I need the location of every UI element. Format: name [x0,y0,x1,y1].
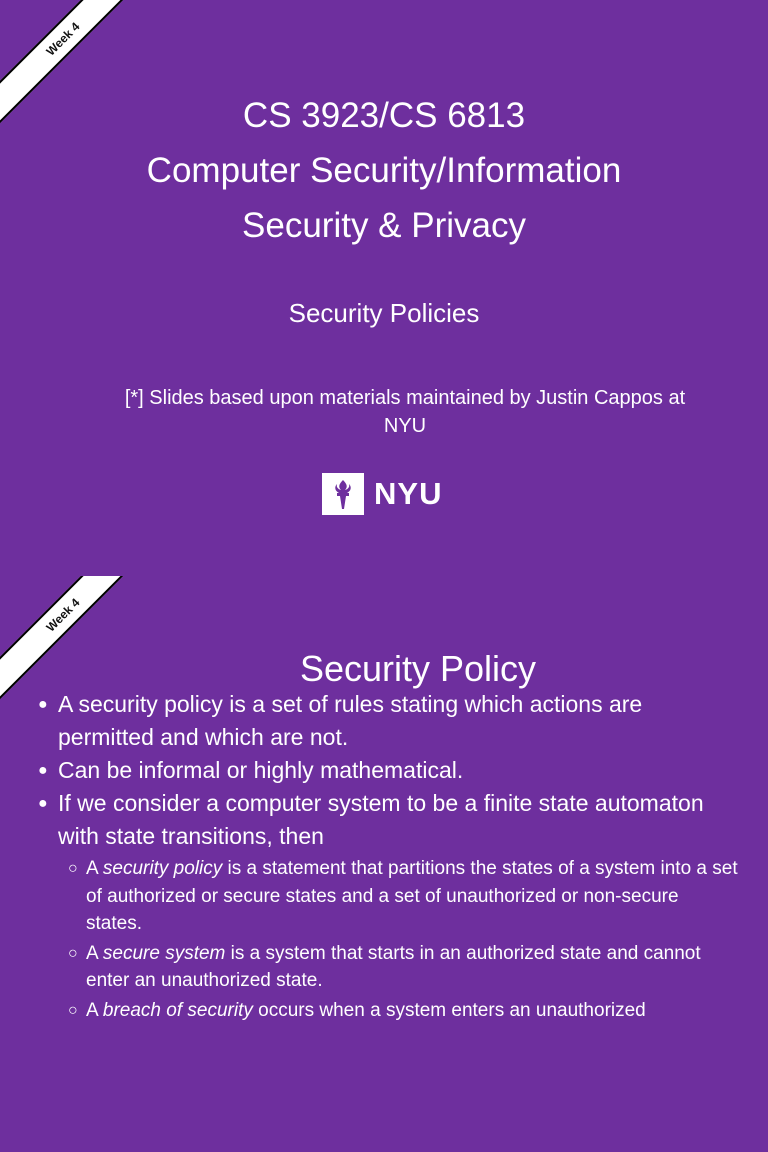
logo-text: NYU [374,476,443,511]
sub-bullet-item: ○ A breach of security occurs when a system enters an unauthorized [38,997,738,1025]
week-ribbon: Week 4 [0,0,162,138]
bullet-item: ● Can be informal or highly mathematical. [38,754,738,787]
slide-title: Security Policy [299,648,537,689]
bullet-circle-icon: ○ [68,860,78,877]
nyu-logo [322,473,442,515]
sub-bullet-item: ○ A secure system is a system that starts in an authorized state and cannot enter an unauthorized state. [38,940,738,995]
bullet-list [38,688,738,1024]
bullet-dot-icon: ● [38,696,48,713]
bullet-dot-icon: ● [38,795,48,812]
course-title-line1: Computer Security/Information [146,151,622,190]
term: secure system [102,942,226,964]
bullet-item: ● A security policy is a set of rules stating which actions are permitted and which are not. [38,688,738,754]
attribution-note: [*] Slides based upon materials maintained by Justin Cappos at NYU [124,387,686,437]
week-ribbon: Week 4 [0,576,162,714]
sub-bullet-item: ○ A security policy is a statement that partitions the states of a system into a set of authorized or secure states and a set of unauthorized or non-secure states. [38,855,738,938]
bullet-circle-icon: ○ [68,1001,78,1019]
bullet-item: ● If we consider a computer system to be a finite state automaton with state transitions, then [38,787,738,853]
slide-2 [0,576,768,1152]
course-title-line2: Security & Privacy [242,206,526,245]
course-code: CS 3923/CS 6813 [242,96,526,135]
bullet-dot-icon: ● [38,762,48,779]
term: security policy [102,858,223,879]
slide-subtitle: Security Policies [288,298,480,328]
torch-icon [322,473,364,515]
term: breach of security [102,999,253,1021]
bullet-circle-icon: ○ [68,944,78,962]
